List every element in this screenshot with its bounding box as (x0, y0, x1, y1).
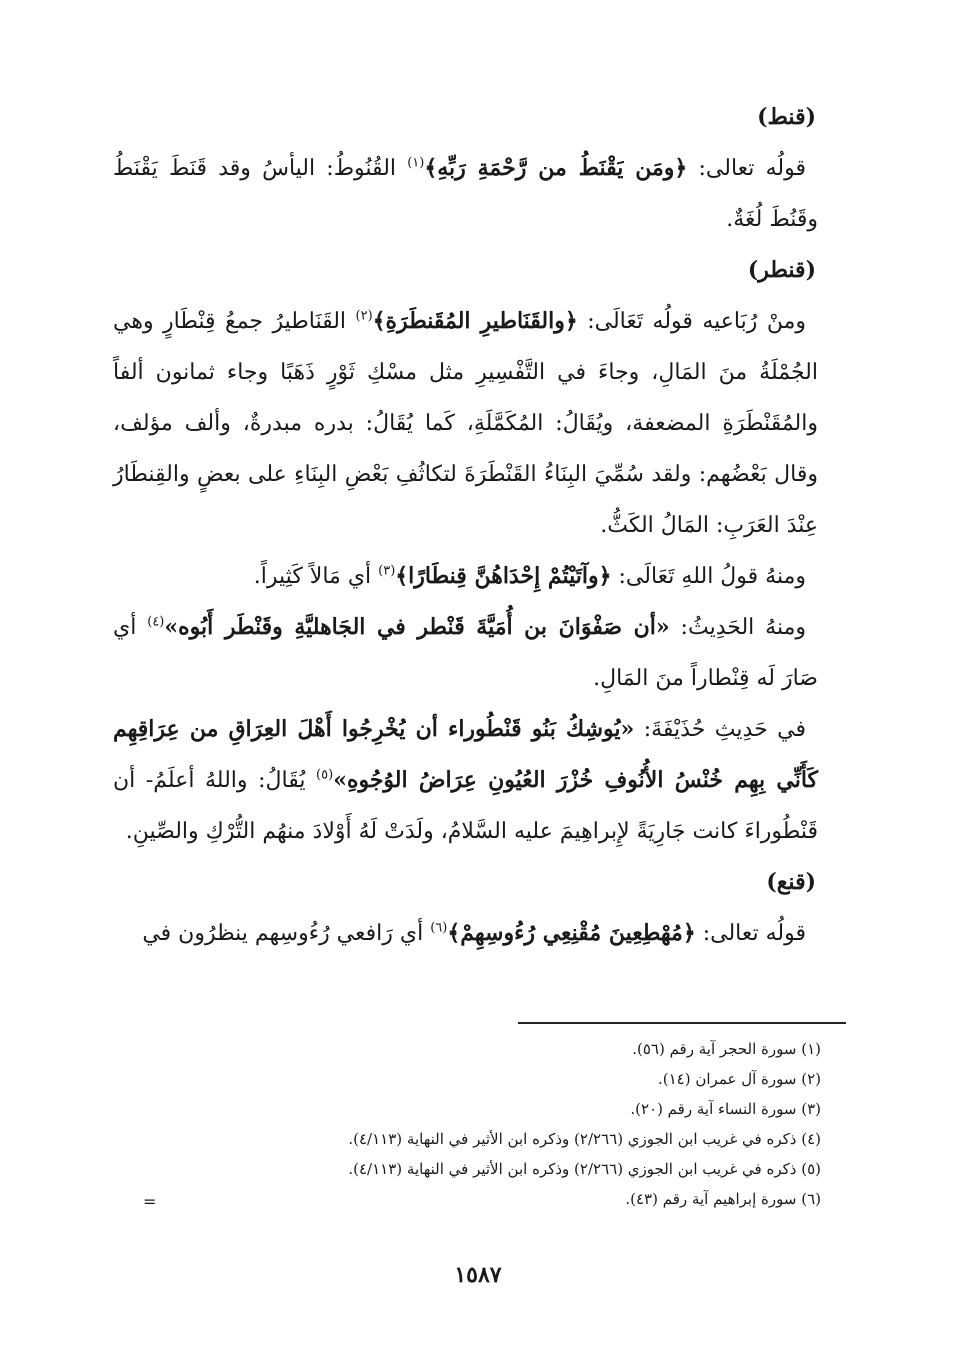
paragraph-text: أي مَالاً كَثِيراً. (253, 564, 379, 589)
paragraph (113, 296, 818, 551)
paragraph (113, 143, 818, 245)
page-number: ١٥٨٧ (454, 1262, 502, 1288)
footnote: (٦) سورة إبراهيم آية رقم (٤٣). (625, 1190, 821, 1208)
paragraph-lead: في حَدِيثِ حُذَيْفَةَ: (634, 717, 807, 742)
continuation-mark: = (143, 1192, 157, 1211)
section-heading: (قنط) (757, 104, 816, 130)
paragraph-lead: ومنهُ الحَدِيثُ: (669, 615, 807, 640)
footnote: (٢) سورة آل عمران (١٤). (657, 1070, 821, 1088)
quran-quote: ﴿والقَنَاطيرِ المُقَنطَرَةِ﴾ (372, 308, 578, 334)
section-qanata (113, 92, 818, 245)
footnote: (٥) ذكره في غريب ابن الجوزي (٢/٢٦٦) وذكره ابن الأثير في النهاية (٤/١١٣). (348, 1160, 821, 1178)
paragraph-text: أي رَافعي رُءُوسِهم ينظرُون في (142, 921, 431, 946)
footnote-ref: (٢) (355, 308, 373, 324)
section-heading: (قنطر) (747, 257, 816, 283)
paragraph-lead: ومنهُ قولُ اللهِ تَعَالَى: (611, 564, 806, 589)
paragraph-lead: قولُه تعالى: (687, 156, 806, 181)
footnote-ref: (٤) (147, 614, 165, 630)
footnote-ref: (٥) (316, 767, 334, 783)
footnote: (١) سورة الحجر آية رقم (٥٦). (632, 1040, 821, 1058)
paragraph-text: القُنُوطُ: اليأسُ وقد قَنَطَ يَقْنَطُ وقَنُطَ لُغَةٌ. (113, 156, 818, 232)
section-qantar (113, 245, 818, 857)
paragraph (113, 551, 818, 602)
footnote-ref: (٣) (378, 563, 396, 579)
quran-quote: ﴿ومَن يَقْنَطُ من رَّحْمَةِ رَبِّهِ﴾ (424, 155, 688, 181)
footnote: (٤) ذكره في غريب ابن الجوزي (٢/٢٦٦) وذكره ابن الأثير في النهاية (٤/١١٣). (348, 1130, 821, 1148)
paragraph (113, 602, 818, 704)
paragraph-lead: قولُه تعالى: (695, 921, 806, 946)
footnote-divider (518, 1022, 846, 1024)
footnote-ref: (١) (407, 155, 425, 171)
paragraph (113, 908, 818, 959)
paragraph-text: القَنَاطيرُ جمعُ قِنْطَارٍ وهي الجُمْلَةُ منَ المَالِ، وجاءَ في التَّفْسِيرِ مثل مسْكِ ثَوْرٍ ذَهَبًا وجاء ثمانون ألفاً والمُقَنْطَرَةِ المضعفة، ويُقَالُ: المُكَمَّلَةِ، كَما يُقَالُ: بدره مبدرةٌ، وألف مؤلف، وقال بَعْضُهم: ولقد سُمِّيَ البِنَاءُ القَنْطَرَةَ لتكاثُفِ بَعْضِ البِنَاءِ على بعضٍ والقِنطَارُ عِنْدَ العَرَبِ: المَالُ الكَثُّ. (113, 309, 818, 538)
paragraph-text: أي صَارَ لَه قِنْطاراً منَ المَالِ. (113, 615, 818, 691)
footnotes (131, 1034, 821, 1214)
footnote-ref: (٦) (430, 920, 448, 936)
paragraph (113, 704, 818, 857)
hadith-quote: «يُوشِكُ بَنُو قَنْطُوراء أن يُخْرِجُوا أَهْلَ العِرَاقِ من عِرَاقِهِم كَأَنِّي بِهِم خُنْسُ الأُنُوفِ خُزْرَ العُيُونِ عِرَاضُ الوُجُوهِ» (113, 716, 818, 793)
hadith-quote: «أن صَفْوَانَ بن أُمَيَّةَ قَنْطر في الجَاهليَّةِ وقَنْطَر أَبُوه» (164, 614, 670, 640)
paragraph-text: يُقَالُ: واللهُ أعلَمُ- أن قَنْطُوراءَ كانت جَارِيَةً لإِبراهِيمَ عليه السَّلامُ، ولَدَتْ لَهُ أَوْلادَ منهُم التُّرْكِ والصِّينِ. (113, 768, 818, 844)
section-qanaa (113, 857, 818, 959)
footnote: (٣) سورة النساء آية رقم (٢٠). (630, 1100, 821, 1118)
quran-quote: ﴿وآتَيْتُمْ إِحْدَاهُنَّ قِنطَارًا﴾ (395, 563, 612, 589)
quran-quote: ﴿مُهْطِعِينَ مُقْنِعِي رُءُوسِهِمْ﴾ (447, 920, 696, 946)
main-text (113, 92, 818, 959)
section-heading: (قنع) (766, 869, 816, 895)
paragraph-lead: ومنْ رُبَاعيه قولُه تَعَالَى: (577, 309, 806, 334)
